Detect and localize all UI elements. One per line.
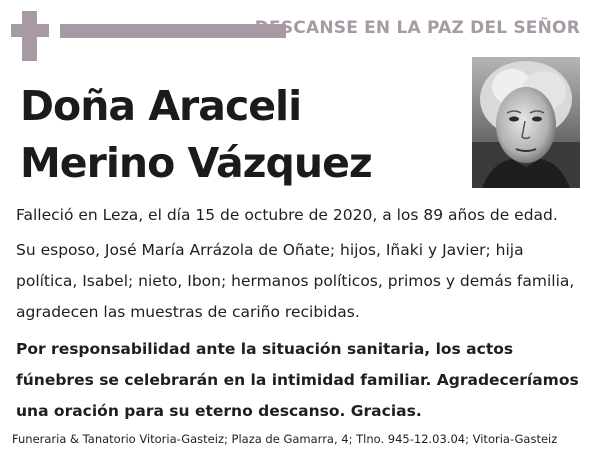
- deceased-name: [20, 78, 440, 192]
- name-line-2: Merino Vázquez: [20, 139, 372, 187]
- header-title: DESCANSE EN LA PAZ DEL SEÑOR: [254, 18, 580, 38]
- header-divider: [60, 24, 286, 38]
- name-line-1: Doña Araceli: [20, 82, 302, 130]
- funeral-notice: Por responsabilidad ante la situación sanitaria, los actos fúnebres se celebrarán en la intimidad familiar. Agradeceríamos una oración para su eterno descanso. Gracias.: [16, 340, 579, 420]
- portrait-photo: [472, 57, 580, 188]
- family-statement: Su esposo, José María Arrázola de Oñate; hijos, Iñaki y Javier; hija política, Isabel; nieto, Ibon; hermanos políticos, primos y demás familia, agradecen las muestras de cariño recibidas.: [16, 241, 575, 321]
- portrait-image: [472, 57, 580, 188]
- death-statement: Falleció en Leza, el día 15 de octubre de 2020, a los 89 años de edad.: [16, 206, 558, 224]
- cross-icon: [11, 11, 49, 61]
- funeral-home-info: Funeraria & Tanatorio Vitoria-Gasteiz; Plaza de Gamarra, 4; Tlno. 945-12.03.04; Vitoria-Gasteiz: [12, 432, 558, 446]
